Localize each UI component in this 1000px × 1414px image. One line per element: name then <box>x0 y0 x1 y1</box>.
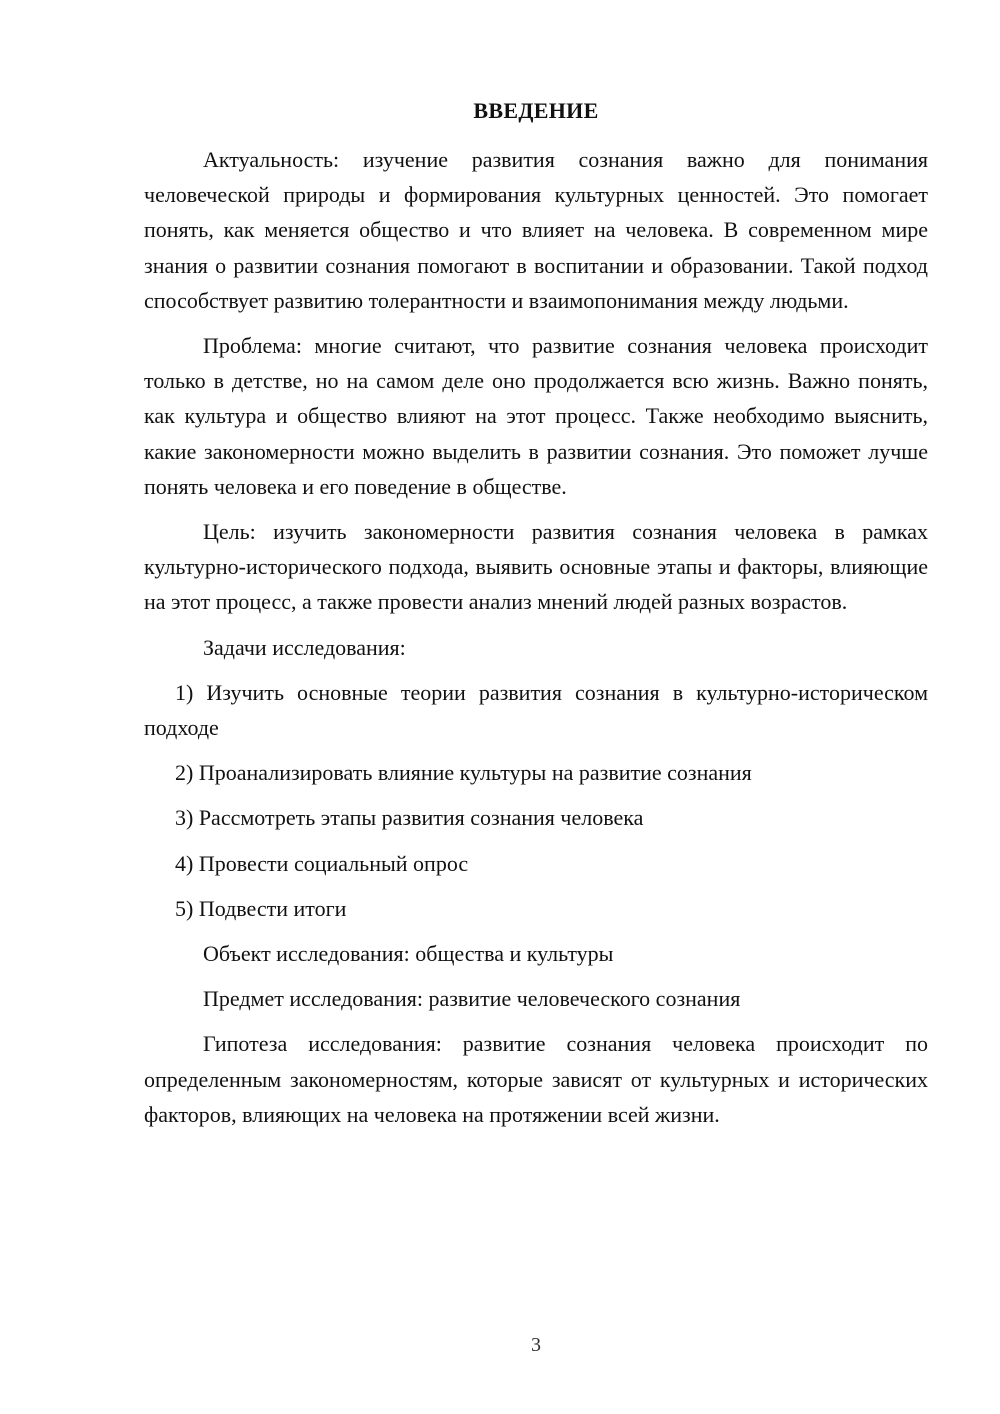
task-item-4: 4) Провести социальный опрос <box>175 850 469 876</box>
page-number: 3 <box>531 1334 541 1356</box>
task-item-5: 5) Подвести итоги <box>175 895 347 921</box>
tasks-heading: Задачи исследования: <box>203 634 406 660</box>
task-item-1: 1) Изучить основные теории развития сознания в культурно-историческом подходе <box>144 679 928 741</box>
task-item-2: 2) Проанализировать влияние культуры на развитие сознания <box>175 760 752 786</box>
object-paragraph: Объект исследования: общества и культуры <box>203 941 614 967</box>
subject-paragraph: Предмет исследования: развитие человеческого сознания <box>203 986 741 1012</box>
goal-paragraph: Цель: изучить закономерности развития сознания человека в рамках культурно-исторического подхода, выявить основные этапы и факторы, влияющие на этот процесс, а также провести анализ мнений людей разных возрастов. <box>144 519 928 615</box>
hypothesis-paragraph: Гипотеза исследования: развитие сознания человека происходит по определенным закономерностям, которые зависят от культурных и исторических факторов, влияющих на человека на протяжении всей жизни. <box>144 1031 928 1127</box>
task-item-3: 3) Рассмотреть этапы развития сознания человека <box>175 805 644 831</box>
document-body <box>144 142 928 1132</box>
problem-paragraph: Проблема: многие считают, что развитие сознания человека происходит только в детстве, но на самом деле оно продолжается всю жизнь. Важно понять, как культура и общество влияют на этот процесс. Также необходимо выяснить, какие закономерности можно выделить в развитии сознания. Это поможет лучше понять человека и его поведение в обществе. <box>144 333 928 499</box>
relevance-paragraph: Актуальность: изучение развития сознания важно для понимания человеческой природы и формирования культурных ценностей. Это помогает понять, как меняется общество и что влияет на человека. В современном мире знания о развитии сознания помогают в воспитании и образовании. Такой подход способствует развитию толерантности и взаимопонимания между людьми. <box>144 147 928 313</box>
section-heading: ВВЕДЕНИЕ <box>473 98 599 123</box>
